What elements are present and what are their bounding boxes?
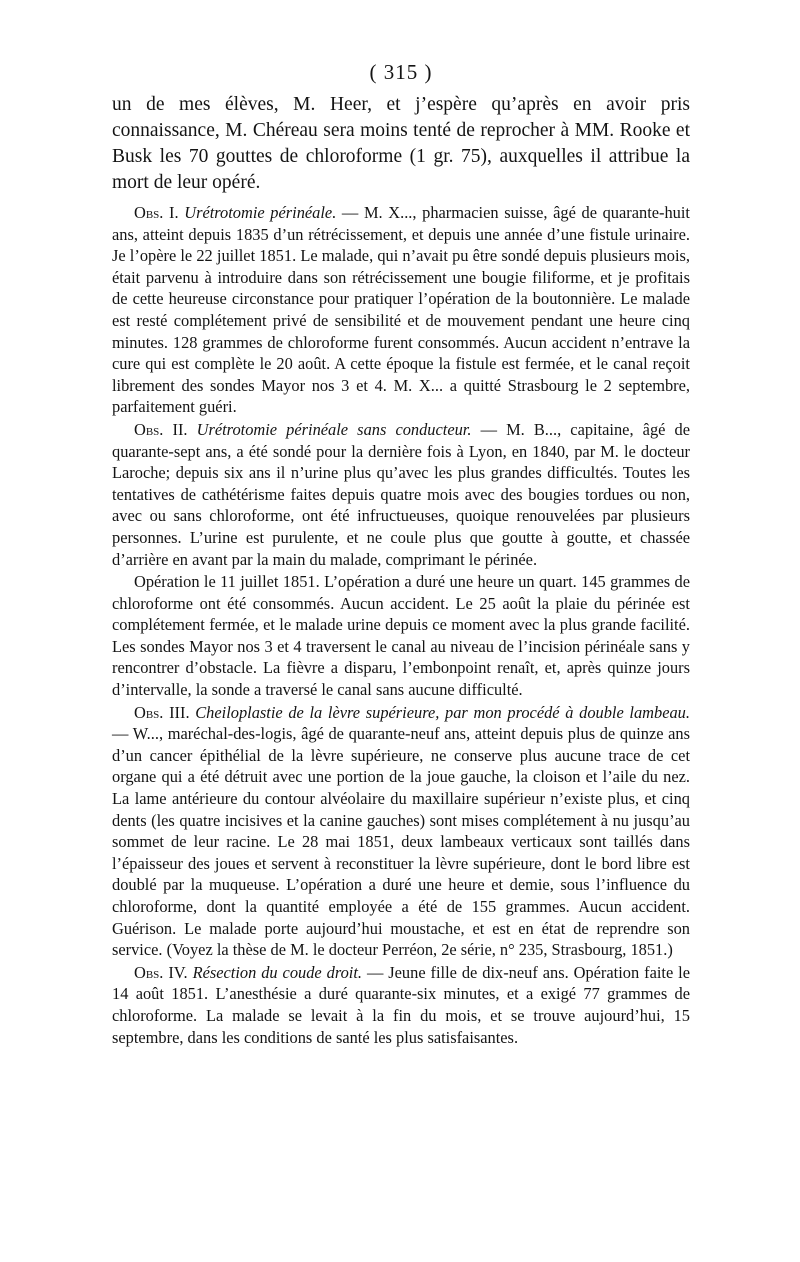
observation-3: [112, 702, 690, 961]
book-page: [112, 58, 690, 1048]
observation-label: Obs. I.: [134, 203, 179, 222]
observation-2-continued: [112, 571, 690, 701]
observation-text: — M. B..., capitaine, âgé de quarante-sept ans, a été sondé pour la dernière fois à Lyon, en 1840, par M. le docteur Laroche; depuis six ans il n’urine plus qu’avec les plus grandes difficultés. Toutes les tentatives de cathétérisme faites depuis quatre mois avec des bougies tordues ou non, avec ou sans chloroforme, ont été infructueuses, quoique renouvelées par plusieurs personnes. L’urine est purulente, et ne coule plus que goutte à goutte, et chassée d’arrière en avant par la main du malade, comprimant le périnée.: [112, 419, 690, 569]
observation-text: — M. X..., pharmacien suisse, âgé de quarante-huit ans, atteint depuis 1835 d’un rétrécissement, et depuis une année d’une fistule urinaire. Je l’opère le 22 juillet 1851. Le malade, qui n’avait pu être sondé depuis plusieurs mois, était parvenu à introduire dans son rétrécissement une bougie filiforme, et je profitais de cette heureuse circonstance pour pratiquer l’opération de la boutonnière. Le malade est resté complétement privé de sensibilité et de mouvement pendant une heure cinq minutes. 128 grammes de chloroforme furent consommés. Aucun accident n’entrave la cure qui est complète le 20 août. A cette époque la fistule est fermée, et le canal reçoit librement des sondes Mayor nos 3 et 4. M. X... a quitté Strasbourg le 2 septembre, parfaitement guéri.: [112, 203, 690, 417]
observation-text: — W..., maréchal-des-logis, âgé de quarante-neuf ans, atteint depuis plus de quinze ans d’un cancer épithélial de la lèvre supérieure, ne conserve plus aucune trace de cet organe qui a été détruit avec une portion de la joue gauche, la cloison et l’aile du nez. La lame antérieure du contour alvéolaire du maxillaire supérieur n’existe plus, et cinq dents (les quatre incisives et la canine gauches) sont mises complétement à nu jusqu’au sommet de leur racine. Le 28 mai 1851, deux lambeaux verticaux sont taillés dans l’épaisseur des joues et servent à reconstituer la lèvre supérieure, dont le bord libre est doublé par la muqueuse. L’opération a duré une heure et demie, sous l’influence du chloroforme, dont la quantité employée a été de 155 grammes. Aucun accident. Guérison. Le malade porte aujourd’hui moustache, et est en état de reprendre son service. (Voyez la thèse de M. le docteur Perréon, 2e série, n° 235, Strasbourg, 1851.): [112, 724, 690, 960]
observation-title: Urétrotomie périnéale sans conducteur.: [196, 419, 472, 439]
observation-title: Urétrotomie périnéale.: [184, 203, 337, 222]
observation-4: [112, 962, 690, 1048]
observation-title: Cheiloplastie de la lèvre supérieure, par mon procédé à double lambeau.: [195, 702, 690, 722]
page-number: ( 315 ): [369, 60, 433, 84]
observation-text: — Jeune fille de dix-neuf ans. Opération faite le 14 août 1851. L’anesthésie a duré quarante-six minutes, et a exigé 77 grammes de chloroforme. La malade se levait à la fin du mois, et se trouve aujourd’hui, 15 septembre, dans les conditions de santé les plus satisfaisantes.: [112, 962, 690, 1047]
observation-2: [112, 419, 690, 570]
observation-label: Obs. III.: [134, 702, 190, 722]
intro-paragraph: un de mes élèves, M. Heer, et j’espère qu’après en avoir pris connaissance, M. Chéreau sera moins tenté de reprocher à MM. Rooke et Busk les 70 gouttes de chloroforme (1 gr. 75), auxquelles il attribue la mort de leur opéré.: [112, 94, 690, 193]
observation-title: Résection du coude droit.: [192, 962, 362, 982]
observation-1: [112, 202, 690, 418]
observation-label: Obs. IV.: [134, 962, 188, 982]
observation-label: Obs. II.: [134, 419, 188, 439]
observation-text: Opération le 11 juillet 1851. L’opération a duré une heure un quart. 145 grammes de chloroforme ont été consommés. Aucun accident. Le 25 août la plaie du périnée est complétement fermée, et le malade urine depuis ce moment avec la plus grande facilité. Les sondes Mayor nos 3 et 4 traversent le canal au niveau de l’incision périnéale sans y rencontrer d’obstacle. La fièvre a disparu, l’embonpoint renaît, et, après quinze jours d’intervalle, la sonde a traversé le canal sans aucune difficulté.: [112, 572, 690, 700]
